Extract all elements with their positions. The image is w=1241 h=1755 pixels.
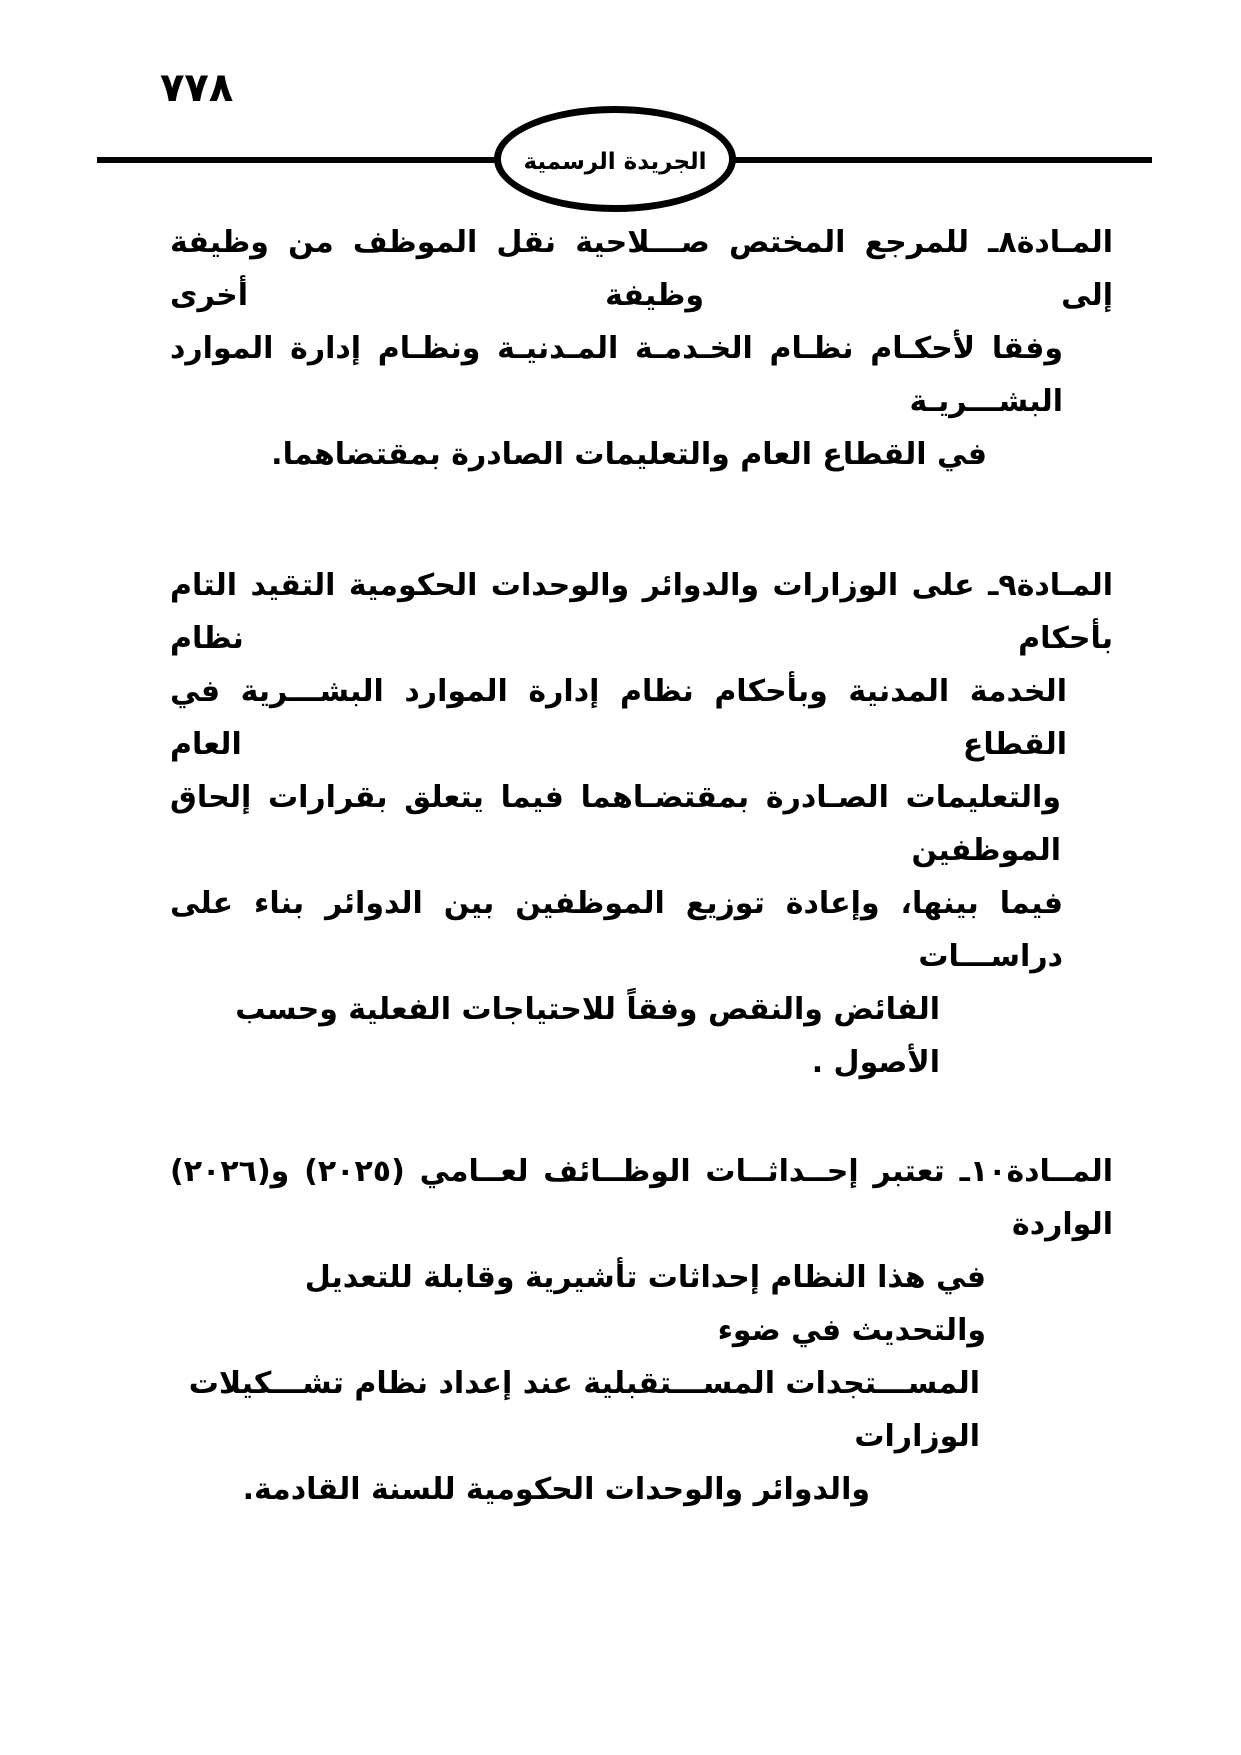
articles-section bbox=[170, 216, 1113, 1516]
article-10-line-3: المســـتجدات المســـتقبلية عند إعداد نظام تشـــكيلات الوزارات bbox=[188, 1366, 980, 1454]
article-8-line-3: في القطاع العام والتعليمات الصادرة بمقتضاهما. bbox=[271, 437, 987, 472]
gazette-title: الجريدة الرسمية bbox=[523, 149, 707, 175]
article-9-line-2: الخدمة المدنية وبأحكام نظام إدارة الموارد البشـــرية في القطاع العام bbox=[170, 674, 1067, 762]
article-8-line-1: المـادة٨ـ للمرجع المختص صـــلاحية نقل الموظف من وظيفة إلى وظيفة أخرى bbox=[170, 225, 1113, 313]
article-9-line-1: المـادة٩ـ على الوزارات والدوائر والوحدات الحكومية التقيد التام بأحكام نظام bbox=[170, 568, 1113, 656]
gazette-title-badge bbox=[494, 106, 736, 212]
article-8-line-2: وفقا لأحكـام نظـام الخـدمـة المـدنيـة ونظـام إدارة الموارد البشـــريـة bbox=[170, 331, 1063, 419]
article-9-line-3: والتعليمات الصـادرة بمقتضـاهما فيما يتعلق بقرارات إلحاق الموظفين bbox=[170, 780, 1061, 868]
page-number: ٧٧٨ bbox=[160, 65, 234, 111]
article-10-line-4: والدوائر والوحدات الحكومية للسنة القادمة. bbox=[242, 1472, 870, 1507]
article-8 bbox=[170, 216, 1113, 481]
article-10-line-2: في هذا النظام إحداثات تأشيرية وقابلة للتعديل والتحديث في ضوء bbox=[304, 1260, 986, 1348]
article-10-line-1: المــادة١٠ـ تعتبر إحــداثــات الوظــائف لعــامي (٢٠٢٥) و(٢٠٢٦) الواردة bbox=[170, 1154, 1113, 1242]
article-10 bbox=[170, 1145, 1113, 1516]
article-9 bbox=[170, 559, 1113, 1089]
article-9-line-4: فيما بينها، وإعادة توزيع الموظفين بين الدوائر بناء على دراســـات bbox=[170, 886, 1063, 974]
article-9-line-5: الفائض والنقص وفقاً للاحتياجات الفعلية وحسب الأصول . bbox=[235, 992, 940, 1080]
